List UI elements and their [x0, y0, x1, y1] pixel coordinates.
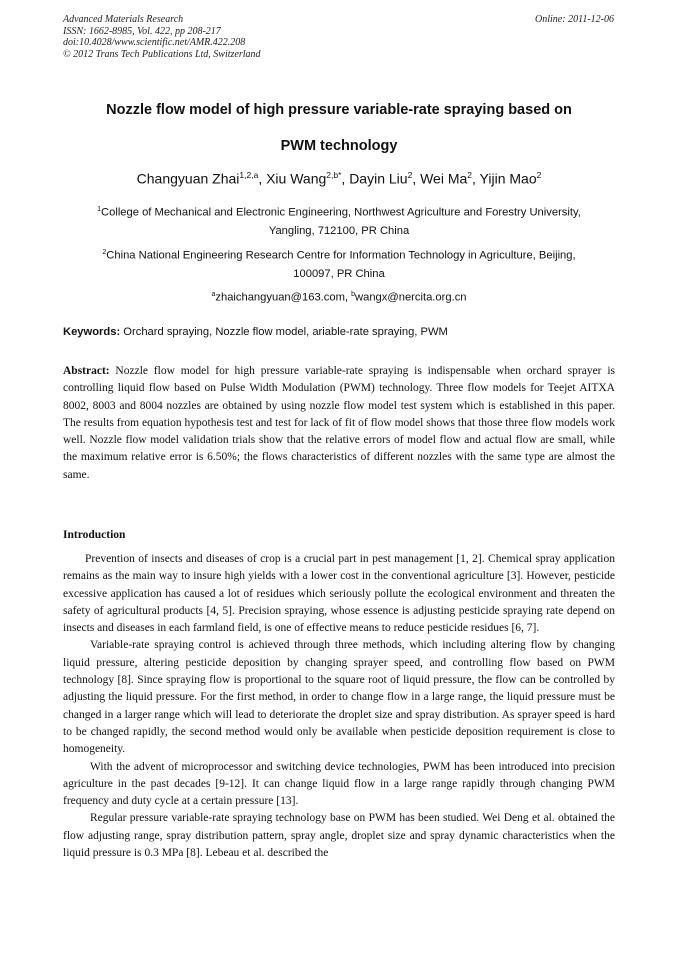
email-a-sup: a: [211, 291, 216, 298]
abstract: [63, 363, 615, 484]
online-date: [535, 14, 614, 26]
paragraph: Prevention of insects and diseases of crop is a crucial part in pest management [1, 2]. Chemical spray application remains as the main way to insure high yields with a lower cost in the conventional agriculture [3]. However, pesticide excessive application has caused a lot of residues which seriously pollute the ecological environment and threaten the safety of agricultural products [4, 5]. Precision spraying, whose essence is adjusting pesticide spraying rate depend on insects and diseases in each farmland field, is one of effective means to reduce pesticide residues [6, 7].: [63, 553, 615, 635]
journal-issn: ISSN: 1662-8985, Vol. 422, pp 208-217: [63, 25, 221, 37]
affiliation-2-line-2: 100097, PR China: [293, 267, 385, 280]
affiliation-1-line-1: College of Mechanical and Electronic Engineering, Northwest Agriculture and Forestry University,: [101, 206, 581, 219]
author-name: Xiu Wang: [266, 170, 327, 187]
affiliation-1: [60, 201, 618, 240]
affiliation-1-line-2: Yangling, 712100, PR China: [268, 224, 410, 237]
abstract-label: Abstract:: [63, 365, 110, 377]
title-line-2: PWM technology: [280, 138, 398, 154]
paragraph: With the advent of microprocessor and switching device technologies, PWM has been introduced into precision agriculture in the past decades [9-12]. It can change liquid flow in a large range rapidly through changing PWM frequency and duty cycle at a certain pressure [13].: [63, 760, 615, 808]
author-separator: ,: [341, 170, 350, 187]
affiliation-2-line-1: China National Engineering Research Centre for Information Technology in Agriculture, Beijing,: [106, 249, 576, 262]
email-b-sup: b: [351, 291, 356, 298]
author-name: Yijin Mao: [479, 170, 537, 187]
author-affil-sup: 2: [536, 170, 542, 180]
affiliation-1-sup: 1: [97, 206, 102, 213]
email-a-link[interactable]: zhaichangyuan@163.com,: [215, 291, 352, 304]
title-line-1: Nozzle flow model of high pressure variable-rate spraying based on: [106, 102, 572, 118]
journal-doi[interactable]: doi:10.4028/www.scientific.net/AMR.422.208: [63, 37, 246, 48]
abstract-text: Nozzle flow model for high pressure variable-rate spraying is indispensable when orchard sprayer is controlling liquid flow based on Pulse Width Modulation (PWM) technology. Three flow models for Teejet AITXA 8002, 8003 and 8004 nozzles are obtained by using nozzle flow model test system which is established in this paper. The results from equation hypothesis test and test for lack of fit of flow model shows that those three flow models work well. Nozzle flow model validation trials show that the relative errors of model flow and actual flow are small, while the maximum relative error is 6.50%; the flows characteristics of different nozzles with the same type are almost the same.: [63, 365, 615, 481]
author-separator: ,: [412, 170, 421, 187]
author-separator: ,: [472, 170, 480, 187]
author-affil-sup: 1,2,a: [239, 170, 259, 180]
email-b-link[interactable]: wangx@nercita.org.cn: [355, 291, 467, 304]
paper-title: [40, 92, 638, 164]
introduction-body: [63, 551, 615, 862]
author-separator: ,: [258, 170, 267, 187]
author-name: Changyuan Zhai: [136, 170, 240, 187]
journal-copyright: © 2012 Trans Tech Publications Ltd, Switzerland: [63, 48, 261, 60]
affiliation-2: [60, 244, 618, 283]
author-affil-sup: 2: [407, 170, 413, 180]
keywords: [63, 324, 615, 340]
keywords-text: Orchard spraying, Nozzle flow model, ariable-rate spraying, PWM: [120, 326, 448, 338]
author-name: Wei Ma: [420, 170, 468, 187]
paragraph: Variable-rate spraying control is achieved through three methods, which including altering flow by changing liquid pressure, altering pesticide deposition by changing sprayer speed, and controlling flow based on PWM technology [8]. Since spraying flow is proportional to the square root of liquid pressure, the flow can be controlled by adjusting the liquid pressure. For the first method, in order to change flow in a large range, the liquid pressure must be changed in a larger range which will lead to deteriorate the droplet size and spray distribution. As sprayer speed is hard to be changed rapidly, the second method would only be available when pesticide deposition requirement is close to homogeneity.: [63, 639, 615, 756]
author-emails: [60, 286, 618, 307]
section-heading-introduction: Introduction: [63, 529, 126, 541]
keywords-label: Keywords:: [63, 326, 121, 338]
author-affil-sup: 2: [467, 170, 473, 180]
journal-name: Advanced Materials Research: [63, 14, 184, 25]
affiliation-2-sup: 2: [102, 249, 107, 256]
journal-info: [63, 14, 261, 60]
author-affil-sup: 2,b*: [326, 170, 342, 180]
author-name: Dayin Liu: [349, 170, 408, 187]
online-date-text: Online: 2011-12-06: [535, 14, 614, 25]
author-list: [40, 165, 638, 189]
paragraph: Regular pressure variable-rate spraying technology base on PWM has been studied. Wei Deng et al. obtained the flow adjusting range, spray distribution pattern, spray angle, droplet size and spray dynamic characteristics when the liquid pressure is 0.3 MPa [8]. Lebeau et al. described the: [63, 812, 615, 860]
